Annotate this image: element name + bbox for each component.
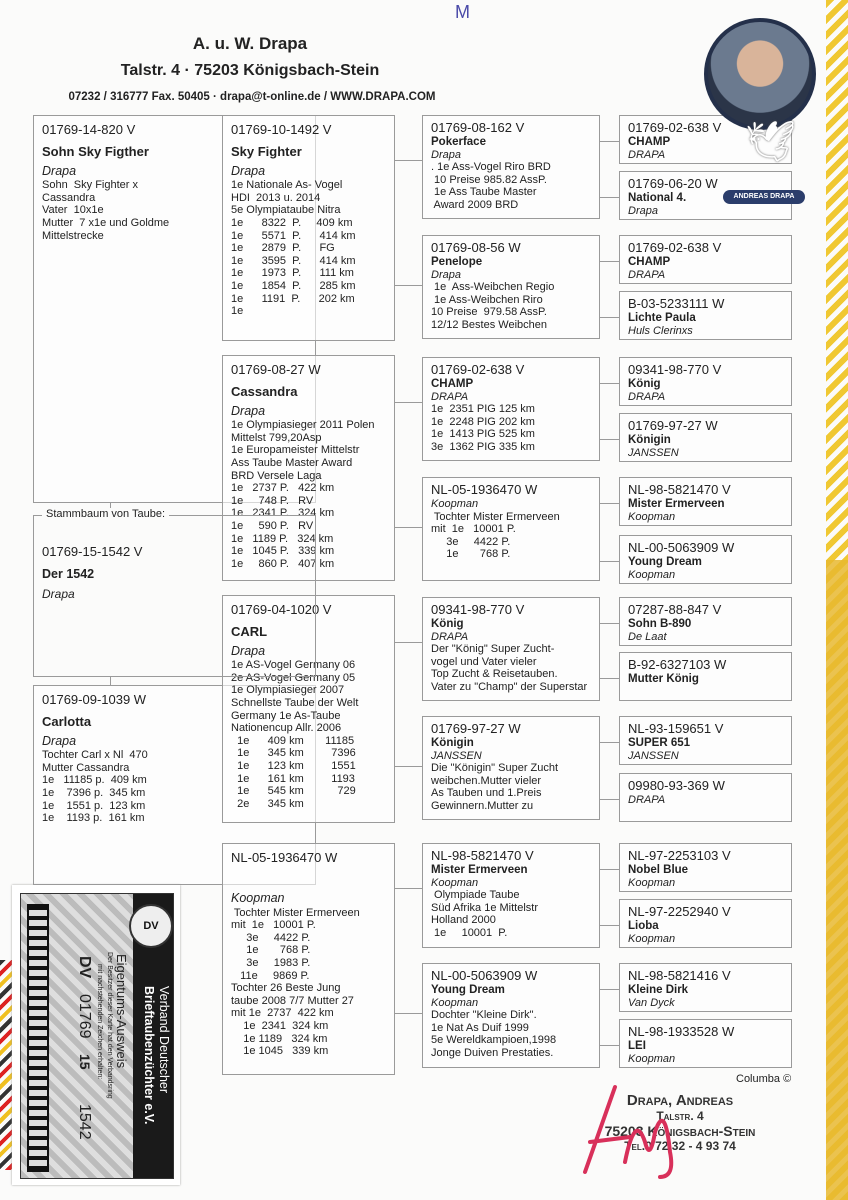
note-line: As Tauben und 1.Preis	[431, 787, 542, 800]
card-number: 1542	[76, 1104, 93, 1140]
pigeon-name: Mutter König	[628, 673, 699, 685]
ring-number: NL-00-5063909 W	[431, 968, 538, 983]
copyright: Columba ©	[736, 1073, 792, 1085]
pedigree-box	[619, 235, 792, 284]
note-line: 1e 2351 PIG 125 km	[431, 403, 535, 416]
ring-number: B-03-5233111 W	[628, 296, 725, 311]
ring-number: NL-05-1936470 W	[431, 482, 538, 497]
note-line: 1e 2737 P. 422 km	[231, 482, 335, 495]
breeder: Drapa	[42, 587, 75, 601]
note-line: 1e Ass Taube Master	[431, 186, 537, 199]
breeder: Van Dyck	[628, 996, 675, 1009]
pedigree-box	[422, 716, 600, 820]
breeder: Koopman	[628, 1052, 676, 1065]
note-line: 1e Europameister Mittelstr	[231, 444, 360, 457]
ring-number: 09341-98-770 V	[431, 602, 525, 617]
note-line: 2e AS-Vogel Germany 05	[231, 671, 356, 684]
ring-number: NL-05-1936470 W	[231, 850, 338, 865]
note-line: Vater 10x1e	[42, 204, 104, 217]
note-line: Dochter "Kleine Dirk".	[431, 1009, 537, 1022]
note-line: Gewinnern.Mutter zu	[431, 799, 534, 812]
pigeon-name: Königin	[628, 434, 671, 446]
pedigree-box	[619, 291, 792, 340]
connector-line	[395, 1013, 422, 1014]
note-line: 1e 1189 324 km	[231, 1032, 328, 1045]
note-line: 1e Olympiasieger 2007	[231, 684, 345, 697]
note-line: 1e 1854 P. 285 km	[231, 279, 356, 292]
breeder: Koopman	[431, 996, 479, 1009]
ring-number: NL-98-5821416 V	[628, 968, 731, 983]
note-line: 1e Nat As Duif 1999	[431, 1021, 529, 1034]
pigeon-name: König	[431, 618, 464, 630]
note-line: 1e 748 P. RV	[231, 494, 314, 507]
breeder: JANSSEN	[628, 446, 679, 459]
breeder: Drapa	[42, 733, 77, 748]
pedigree-box	[422, 843, 600, 948]
connector-line	[110, 677, 111, 685]
card-prefix: DV	[76, 956, 93, 979]
ring-number: NL-97-2253103 V	[628, 848, 731, 863]
note-line: 1e 5571 P. 414 km	[231, 229, 356, 242]
breeder-address: Talstr. 4 · 75203 Königsbach-Stein	[120, 62, 380, 79]
note-line: 1e Ass-Weibchen Regio	[431, 281, 555, 294]
connector-line	[395, 160, 422, 161]
note-line: 3e 1362 PIG 335 km	[431, 440, 535, 453]
ring-number: 01769-14-820 V	[42, 122, 136, 137]
ring-number: 01769-04-1020 V	[231, 602, 332, 617]
breeder: Koopman	[628, 510, 676, 523]
note-line: 10 Preise 979.58 AssP.	[431, 306, 547, 319]
ring-number: 07287-88-847 V	[628, 602, 722, 617]
note-line: weibchen.Mutter vieler	[431, 774, 542, 787]
note-line: Jonge Duiven Prestaties.	[431, 1046, 554, 1059]
note-line: 1e 10001 P.	[431, 926, 508, 939]
note-line: Der "König" Super Zucht-	[431, 643, 555, 656]
connector-line	[600, 799, 619, 800]
note-line: mit 1e 10001 P.	[431, 523, 516, 536]
pedigree-box	[422, 963, 600, 1068]
ring-number: 01769-10-1492 V	[231, 122, 332, 137]
note-line: 1e 1193 p. 161 km	[42, 812, 145, 825]
breeder: DRAPA	[628, 794, 666, 806]
pedigree-box	[422, 235, 600, 339]
breeder: Koopman	[628, 568, 676, 581]
connector-line	[395, 285, 422, 286]
note-line: Olympiade Taube	[431, 889, 520, 902]
pigeon-name: Carlotta	[42, 714, 92, 729]
note-line: Vater zu "Champ" der Superstar	[431, 680, 588, 693]
ring-number: 01769-97-27 W	[628, 418, 718, 433]
ring-number: 01769-08-27 W	[231, 362, 321, 377]
breeder-contact: 07232 / 316777 Fax. 50405 · drapa@t-online.de / WWW.DRAPA.COM	[68, 91, 436, 103]
note-line: Mittelst 799,20Asp	[231, 431, 322, 444]
note-line: 1e Nationale As- Vogel	[231, 179, 343, 192]
ring-number: 01769-02-638 V	[431, 362, 525, 377]
note-line: 1e 1413 PIG 525 km	[431, 428, 535, 441]
pedigree-box	[422, 357, 600, 461]
breeder: DRAPA	[431, 390, 469, 403]
pigeon-name: CHAMP	[628, 256, 671, 268]
connector-line	[600, 317, 619, 318]
note-line: vogel und Vater vieler	[431, 655, 537, 668]
breeder-name: A. u. W. Drapa	[192, 34, 308, 53]
note-line: 12/12 Bestes Weibchen	[431, 318, 547, 331]
breeder: Koopman	[628, 932, 676, 945]
ring-number: 01769-08-56 W	[431, 240, 521, 255]
note-line: 1e 409 km 11185	[231, 734, 355, 747]
note-line: 1e 2248 PIG 202 km	[431, 415, 535, 428]
card-club: 01769	[76, 994, 93, 1039]
ring-number: NL-93-159651 V	[628, 721, 724, 736]
breeder: Huls Clerinxs	[628, 324, 693, 337]
note-line: Tochter Carl x Nl 470	[42, 749, 148, 762]
note-line: 1e 1973 P. 111 km	[231, 267, 354, 280]
pigeon-name: Cassandra	[231, 384, 298, 399]
note-line: Tochter 26 Beste Jung	[231, 982, 341, 995]
note-line: Mittelstrecke	[42, 229, 104, 242]
pigeon-name: National 4.	[628, 192, 687, 204]
connector-line	[600, 383, 619, 384]
note-line: Tochter Mister Ermerveen	[431, 510, 560, 523]
pigeon-name: König	[628, 378, 661, 390]
breeder: Koopman	[431, 498, 479, 510]
note-line: Schnellste Taube der Welt	[231, 696, 359, 709]
stamp-tel: Tel.0 72 32 - 4 93 74	[624, 1139, 736, 1153]
breeder: Drapa	[628, 204, 658, 217]
breeder: Drapa	[231, 643, 266, 658]
note-line: Süd Afrika 1e Mittelstr	[431, 901, 538, 914]
connector-line	[600, 925, 619, 926]
pedigree-box	[619, 413, 792, 462]
note-line: 1e 11185 p. 409 km	[42, 774, 147, 787]
breeder: JANSSEN	[431, 749, 482, 762]
breeder: Koopman	[431, 876, 479, 889]
pedigree-box	[619, 963, 792, 1012]
pedigree-box	[619, 773, 792, 822]
card-title: Eigentums-Ausweis	[114, 954, 129, 1069]
note-line: 1e 3595 P. 414 km	[231, 254, 356, 267]
note-line: Mutter Cassandra	[42, 761, 130, 774]
pedigree-box	[422, 115, 600, 219]
connector-line	[600, 989, 619, 990]
ring-number: NL-00-5063909 W	[628, 540, 735, 555]
pigeon-name: SUPER 651	[628, 737, 691, 749]
ring-number: 09980-93-369 W	[628, 778, 725, 793]
note-line: 1e 345 km 7396	[231, 747, 356, 760]
note-line: 1e 1551 p. 123 km	[42, 799, 146, 812]
pigeon-name: Königin	[431, 737, 474, 749]
breeder: Drapa	[231, 163, 266, 178]
note-line: 3e 1983 P.	[231, 956, 311, 969]
pedigree-box	[222, 115, 395, 341]
connector-line	[600, 742, 619, 743]
pigeon-name: Lioba	[628, 920, 659, 932]
ring-number: B-92-6327103 W	[628, 657, 727, 672]
note-line: taube 2008 7/7 Mutter 27	[231, 994, 354, 1007]
note-line: Germany 1e As-Taube	[231, 709, 341, 722]
note-line: 1e 1045 339 km	[231, 1045, 329, 1058]
ring-number: NL-98-5821470 V	[628, 482, 731, 497]
pedigree-box	[619, 1019, 792, 1068]
note-line: 1e 8322 P. 409 km	[231, 216, 353, 229]
dove-icon: 🕊	[745, 120, 796, 164]
ring-number: 01769-09-1039 W	[42, 692, 147, 707]
pedigree-box	[422, 597, 600, 701]
pigeon-name: Sky Fighter	[231, 144, 302, 159]
note-line: 1e 1189 P. 324 km	[231, 532, 334, 545]
connector-line	[600, 623, 619, 624]
note-line: 1e 545 km 729	[231, 785, 356, 798]
pigeon-name: Kleine Dirk	[628, 984, 689, 996]
pigeon-name: Der 1542	[42, 567, 95, 581]
note-line: 1e 161 km 1193	[231, 772, 355, 785]
note-line: Cassandra	[42, 191, 96, 204]
note-line: 1e Olympiasieger 2011 Polen	[231, 419, 375, 432]
pedigree-box	[619, 899, 792, 948]
note-line: 5e Wereldkampioen,1998	[431, 1034, 557, 1047]
pigeon-name: CHAMP	[431, 378, 474, 390]
pedigree-box	[619, 477, 792, 526]
note-line: 5e Olympiataube Nitra	[231, 204, 341, 217]
connector-line	[395, 402, 422, 403]
pigeon-name: LEI	[628, 1040, 646, 1052]
pigeon-name: Sohn Sky Figther	[42, 144, 149, 159]
note-line: 1e 768 P.	[231, 944, 311, 957]
pedigree-box	[619, 716, 792, 765]
note-line: 1e 590 P. RV	[231, 519, 314, 532]
connector-line	[600, 261, 619, 262]
stamp-street: Talstr. 4	[656, 1109, 704, 1123]
note-line: 1e 860 P. 407 km	[231, 557, 335, 570]
stamp-city: 75203 Königsbach-Stein	[604, 1123, 756, 1139]
pedigree-box	[619, 357, 792, 406]
ring-number: 01769-08-162 V	[431, 120, 525, 135]
pedigree-box	[422, 477, 600, 581]
connector-line	[600, 197, 619, 198]
note-line: 1e 1045 P. 339 km	[231, 545, 335, 558]
photo-badge: ANDREAS DRAPA	[723, 190, 805, 204]
note-line: Top Zucht & Reisetauben.	[431, 668, 558, 681]
ring-number: 01769-06-20 W	[628, 176, 718, 191]
connector-line	[395, 527, 422, 528]
note-line: 1e 1191 P. 202 km	[231, 292, 355, 305]
note-line: 2e 345 km	[231, 797, 304, 810]
connector-line	[600, 141, 619, 142]
note-line: 3e 4422 P.	[231, 931, 311, 944]
ring-number: 01769-02-638 V	[628, 120, 722, 135]
note-line: 1e 2341 P. 324 km	[231, 507, 335, 520]
ownership-card	[12, 885, 180, 1185]
breeder: Koopman	[628, 876, 676, 889]
stammbaum-label: Stammbaum von Taube:	[42, 508, 169, 520]
breeder: Drapa	[431, 268, 461, 281]
pigeon-name	[231, 874, 386, 886]
card-org2: Brieftaubenzüchter e.V.	[142, 986, 156, 1125]
note-line: HDI 2013 u. 2014	[231, 191, 321, 204]
ring-number: NL-98-5821470 V	[431, 848, 534, 863]
note-line: 1e 2879 P. FG	[231, 242, 335, 255]
card-text-2: mit nachstehenden Zeichen erhalten:	[96, 964, 103, 1080]
decorative-band	[826, 560, 848, 1200]
connector-line	[395, 888, 422, 889]
card-border-pattern	[27, 904, 49, 1172]
pedigree-box	[619, 843, 792, 892]
note-line: . 1e Ass-Vogel Riro BRD	[431, 161, 551, 174]
connector-line	[600, 561, 619, 562]
breeder: DRAPA	[431, 630, 469, 643]
pigeon-name: Pokerface	[431, 136, 486, 148]
breeder: Koopman	[231, 891, 285, 905]
card-org: Verband Deutscher	[157, 986, 171, 1094]
note-line: Nationencup Allr. 2006	[231, 722, 342, 735]
note-line: 1e AS-Vogel Germany 06	[231, 659, 356, 672]
note-line: 1e 2341 324 km	[231, 1019, 329, 1032]
pigeon-name: CHAMP	[628, 136, 671, 148]
note-line: Die "Königin" Super Zucht	[431, 762, 559, 775]
note-line: Award 2009 BRD	[431, 198, 519, 211]
pigeon-name: Young Dream	[431, 984, 505, 996]
connector-line	[600, 439, 619, 440]
pigeon-name: CARL	[231, 624, 268, 639]
ring-number: 01769-02-638 V	[628, 240, 722, 255]
ring-number: 01769-15-1542 V	[42, 544, 143, 559]
note-line: Sohn Sky Fighter x	[42, 179, 138, 192]
connector-line	[395, 766, 422, 767]
pedigree-box	[619, 652, 792, 701]
pigeon-name: Sohn B-890	[628, 618, 692, 630]
breeder: De Laat	[628, 630, 667, 643]
pigeon-name: Young Dream	[628, 556, 702, 568]
ring-number: 09341-98-770 V	[628, 362, 722, 377]
note-line: 1e 7396 p. 345 km	[42, 786, 146, 799]
note-line: mit 1e 2737 422 km	[231, 1007, 334, 1020]
note-line: 1e	[231, 305, 244, 318]
pigeon-name: Lichte Paula	[628, 312, 696, 324]
pedigree-box	[619, 535, 792, 584]
breeder: DRAPA	[628, 148, 666, 161]
pigeon-name: Mister Ermerveen	[431, 864, 528, 876]
note-line: Tochter Mister Ermerveen	[231, 906, 360, 919]
connector-line	[600, 503, 619, 504]
pigeon-name: Penelope	[431, 256, 483, 268]
card-text-1: Der Besitzer dieser Karte hat den Verbandsring	[106, 952, 113, 1099]
breeder: Drapa	[431, 148, 461, 161]
note-line: 11e 9869 P.	[231, 969, 310, 982]
card-year: 15	[77, 1054, 93, 1070]
connector-line	[600, 678, 619, 679]
connector-line	[600, 1045, 619, 1046]
card-logo: DV	[129, 904, 173, 948]
breeder: Drapa	[231, 403, 266, 418]
breeder-photo	[704, 18, 816, 130]
note-line: mit 1e 10001 P.	[231, 919, 316, 932]
pedigree-box	[619, 597, 792, 646]
breeder: Drapa	[42, 163, 77, 178]
pedigree-box	[222, 843, 395, 1075]
note-line: 3e 4422 P.	[431, 535, 511, 548]
connector-line	[395, 642, 422, 643]
handwritten-mark: M	[455, 2, 470, 22]
stamp-name: Drapa, Andreas	[626, 1092, 734, 1109]
note-line: 1e 768 P.	[431, 548, 511, 561]
breeder: DRAPA	[628, 390, 666, 403]
note-line: 1e Ass-Weibchen Riro	[431, 293, 543, 306]
note-line: 10 Preise 985.82 AssP.	[431, 173, 547, 186]
note-line: BRD Versele Laga	[231, 469, 322, 482]
pigeon-name: Mister Ermerveen	[628, 498, 725, 510]
ring-number: NL-98-1933528 W	[628, 1024, 735, 1039]
signature	[575, 1082, 685, 1182]
note-line: Mutter 7 x1e und Goldme	[42, 216, 170, 229]
ring-number: 01769-97-27 W	[431, 721, 521, 736]
breeder: DRAPA	[628, 268, 666, 281]
note-line: Holland 2000	[431, 914, 496, 927]
note-line: 1e 123 km 1551	[231, 759, 356, 772]
note-line: Ass Taube Master Award	[231, 456, 353, 469]
pigeon-name: Nobel Blue	[628, 864, 689, 876]
breeder: JANSSEN	[628, 749, 679, 762]
ring-number: NL-97-2252940 V	[628, 904, 731, 919]
connector-line	[600, 869, 619, 870]
